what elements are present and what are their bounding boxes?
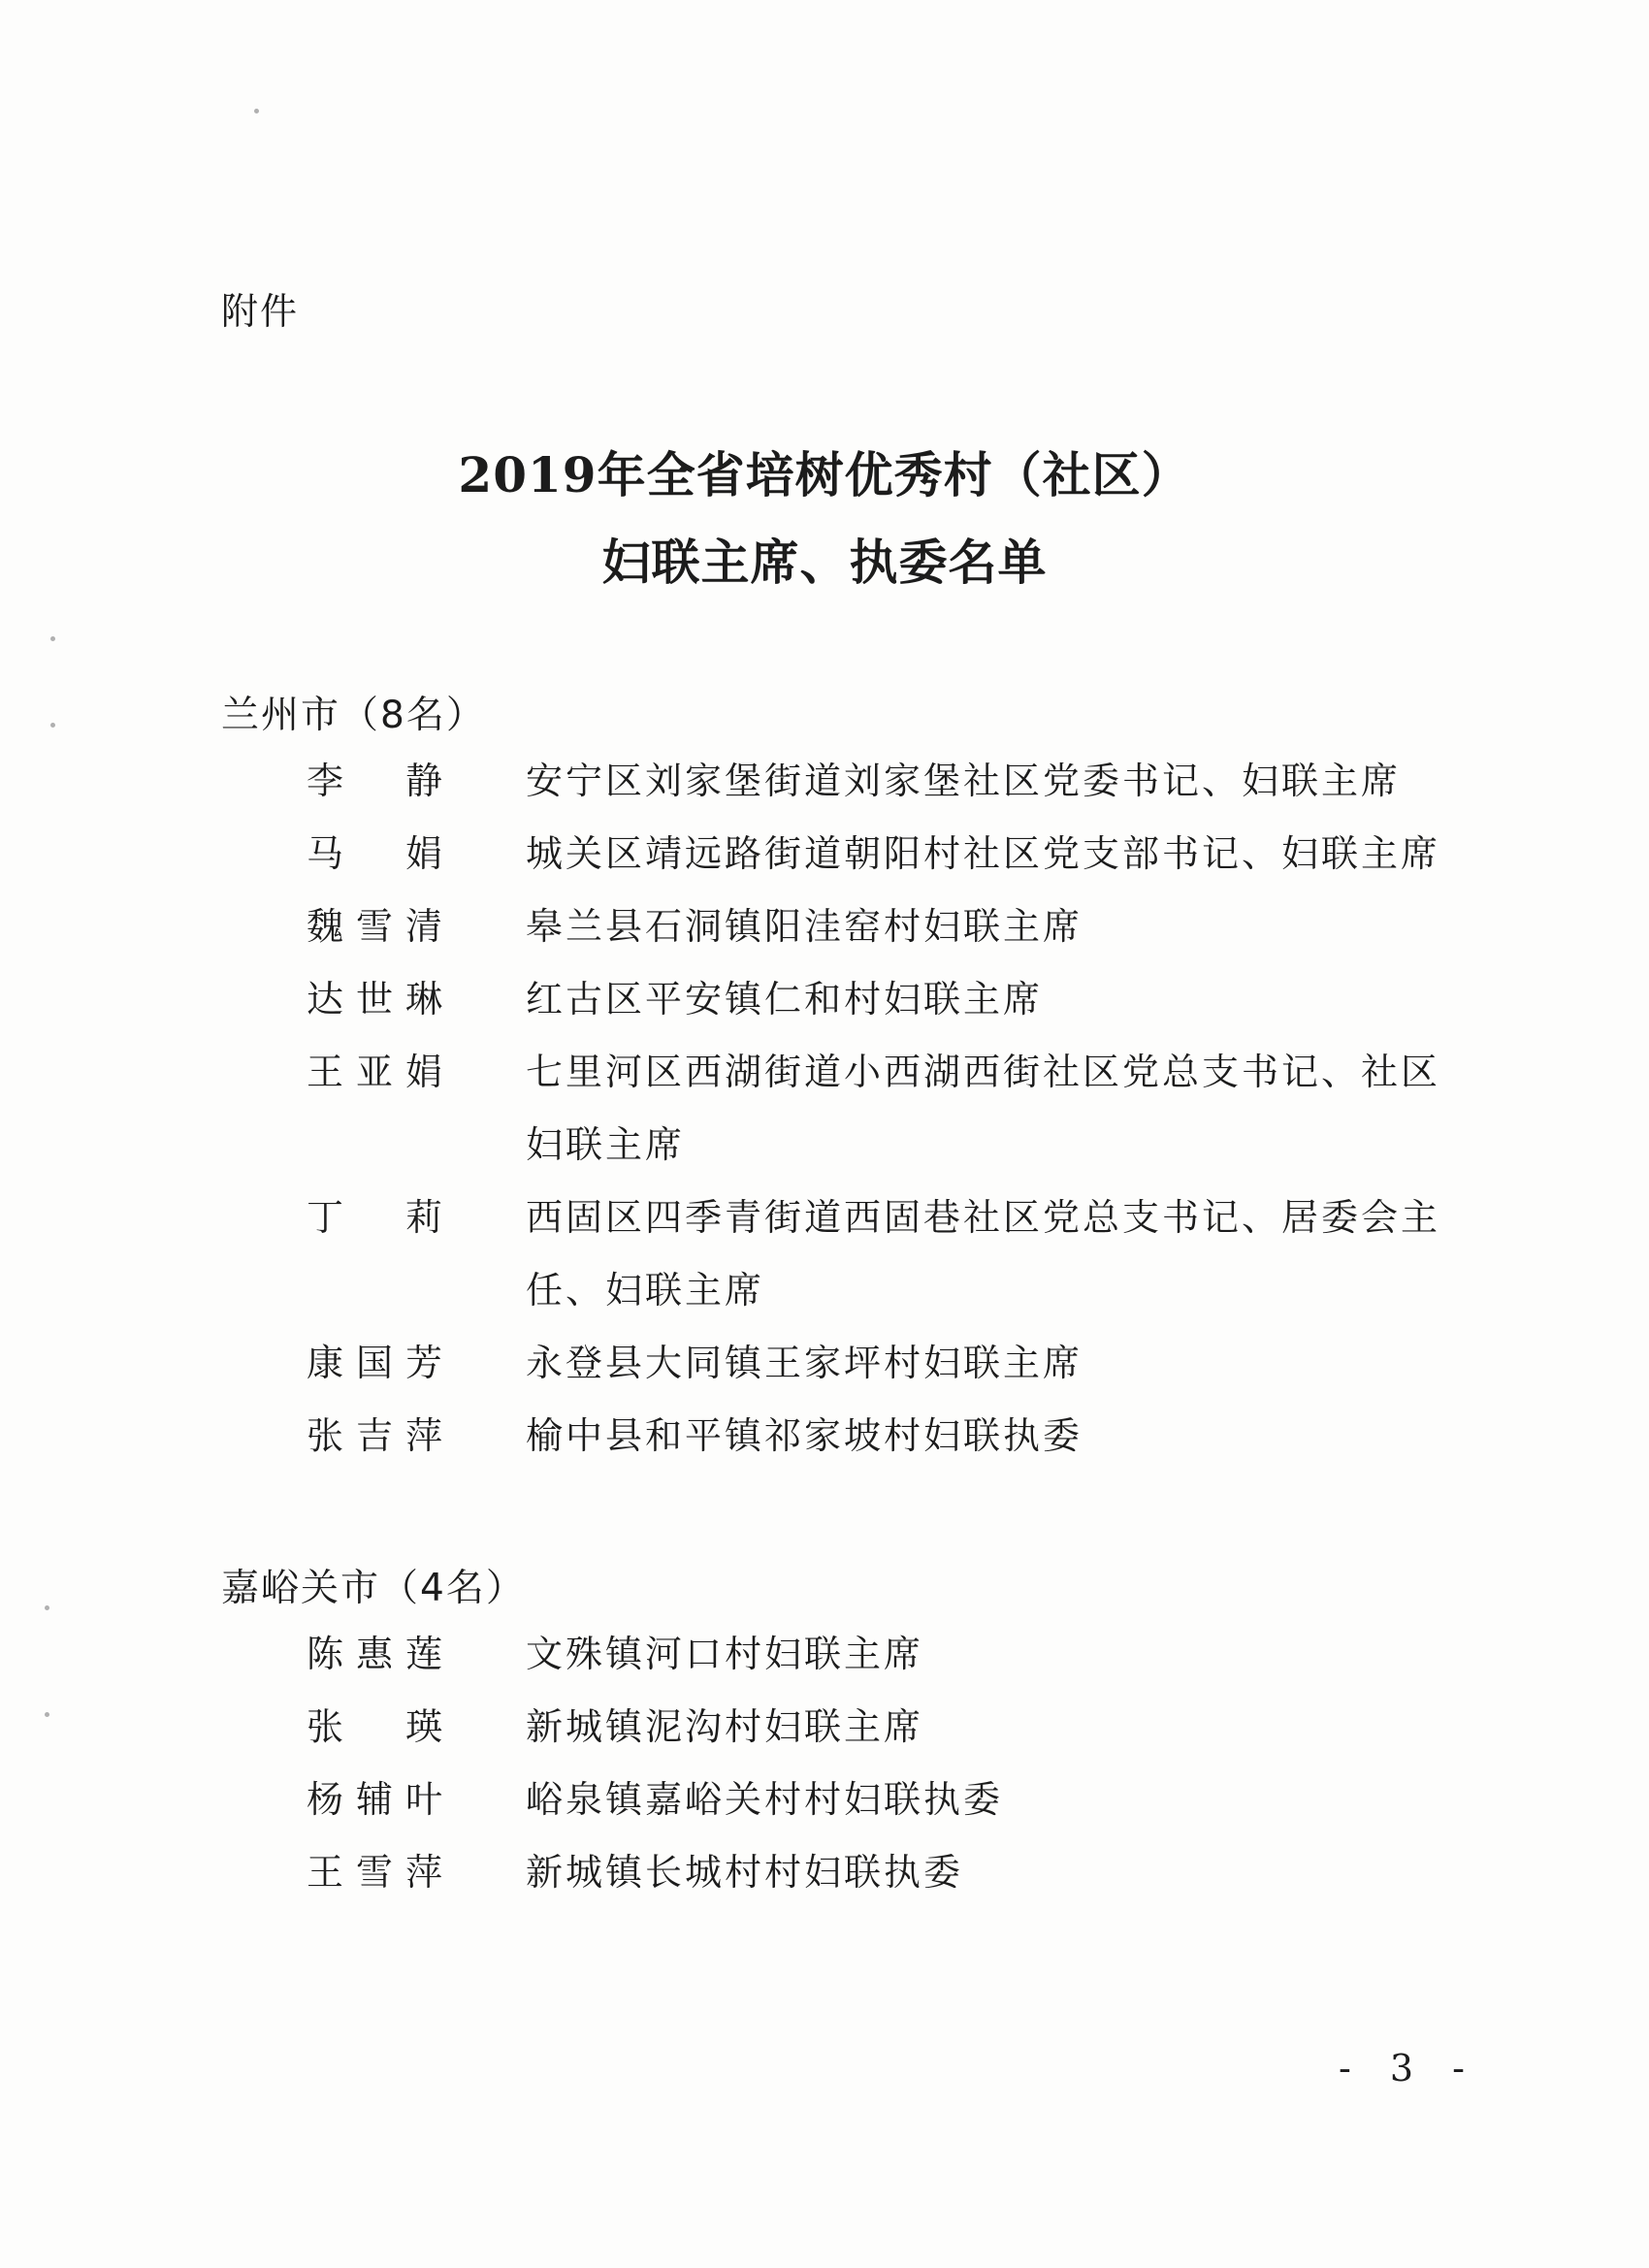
- person-role: 安宁区刘家堡街道刘家堡社区党委书记、妇联主席: [526, 760, 1402, 802]
- person-name: 杨辅叶: [307, 1778, 442, 1821]
- attachment-label: 附件: [221, 290, 300, 333]
- person-role: 红古区平安镇仁和村妇联主席: [526, 978, 1044, 1021]
- person-name: 张吉萍: [307, 1414, 442, 1457]
- person-role: 榆中县和平镇祁家坡村妇联执委: [526, 1414, 1083, 1457]
- page-number: - 3 -: [1339, 2047, 1479, 2090]
- person-role: 文殊镇河口村妇联主席: [526, 1633, 924, 1675]
- person-name: 王亚娟: [307, 1051, 442, 1093]
- list-item: [0, 1400, 1649, 1473]
- person-name: 丁莉: [307, 1196, 442, 1239]
- person-role: 皋兰县石洞镇阳洼窑村妇联主席: [526, 905, 1083, 948]
- person-role: 永登县大同镇王家坪村妇联主席: [526, 1342, 1083, 1384]
- person-name: 达世琳: [307, 978, 442, 1021]
- person-name: 李静: [307, 760, 442, 802]
- scan-speck: [50, 636, 55, 641]
- list-item: [0, 1764, 1649, 1836]
- person-role: 城关区靖远路街道朝阳村社区党支部书记、妇联主席: [526, 832, 1441, 875]
- section-heading-jiayuguan: 嘉峪关市（4名）: [221, 1567, 526, 1610]
- person-role: 新城镇泥沟村妇联主席: [526, 1705, 924, 1748]
- list-item: [0, 963, 1649, 1036]
- document-title-line2: 妇联主席、执委名单: [601, 534, 1048, 591]
- person-name: 王雪萍: [307, 1851, 442, 1894]
- list-item: [0, 1836, 1649, 1909]
- person-name: 康国芳: [307, 1342, 442, 1384]
- list-item: [0, 891, 1649, 963]
- list-item: [0, 1691, 1649, 1764]
- list-item: [0, 1327, 1649, 1400]
- list-item: [0, 1618, 1649, 1691]
- document-title-line1: 2019年全省培树优秀村（社区）: [458, 446, 1191, 503]
- scan-speck: [50, 723, 55, 728]
- person-name: 张瑛: [307, 1705, 442, 1748]
- scan-speck: [254, 109, 259, 113]
- person-name: 陈惠莲: [307, 1633, 442, 1675]
- person-role: 西固区四季青街道西固巷社区党总支书记、居委会主任、妇联主席: [526, 1196, 1441, 1312]
- list-item: [0, 818, 1649, 891]
- entry-list-lanzhou: [0, 745, 1649, 1473]
- person-role: 峪泉镇嘉峪关村村妇联执委: [526, 1778, 1004, 1821]
- person-role: 新城镇长城村村妇联执委: [526, 1851, 964, 1894]
- person-name: 马娟: [307, 832, 442, 875]
- list-item: [0, 1182, 1649, 1327]
- section-heading-lanzhou: 兰州市（8名）: [221, 694, 486, 737]
- scan-speck: [45, 1605, 49, 1610]
- person-role: 七里河区西湖街道小西湖西街社区党总支书记、社区妇联主席: [526, 1051, 1441, 1166]
- entry-list-jiayuguan: [0, 1618, 1649, 1909]
- person-name: 魏雪清: [307, 905, 442, 948]
- list-item: [0, 745, 1649, 818]
- list-item: [0, 1036, 1649, 1182]
